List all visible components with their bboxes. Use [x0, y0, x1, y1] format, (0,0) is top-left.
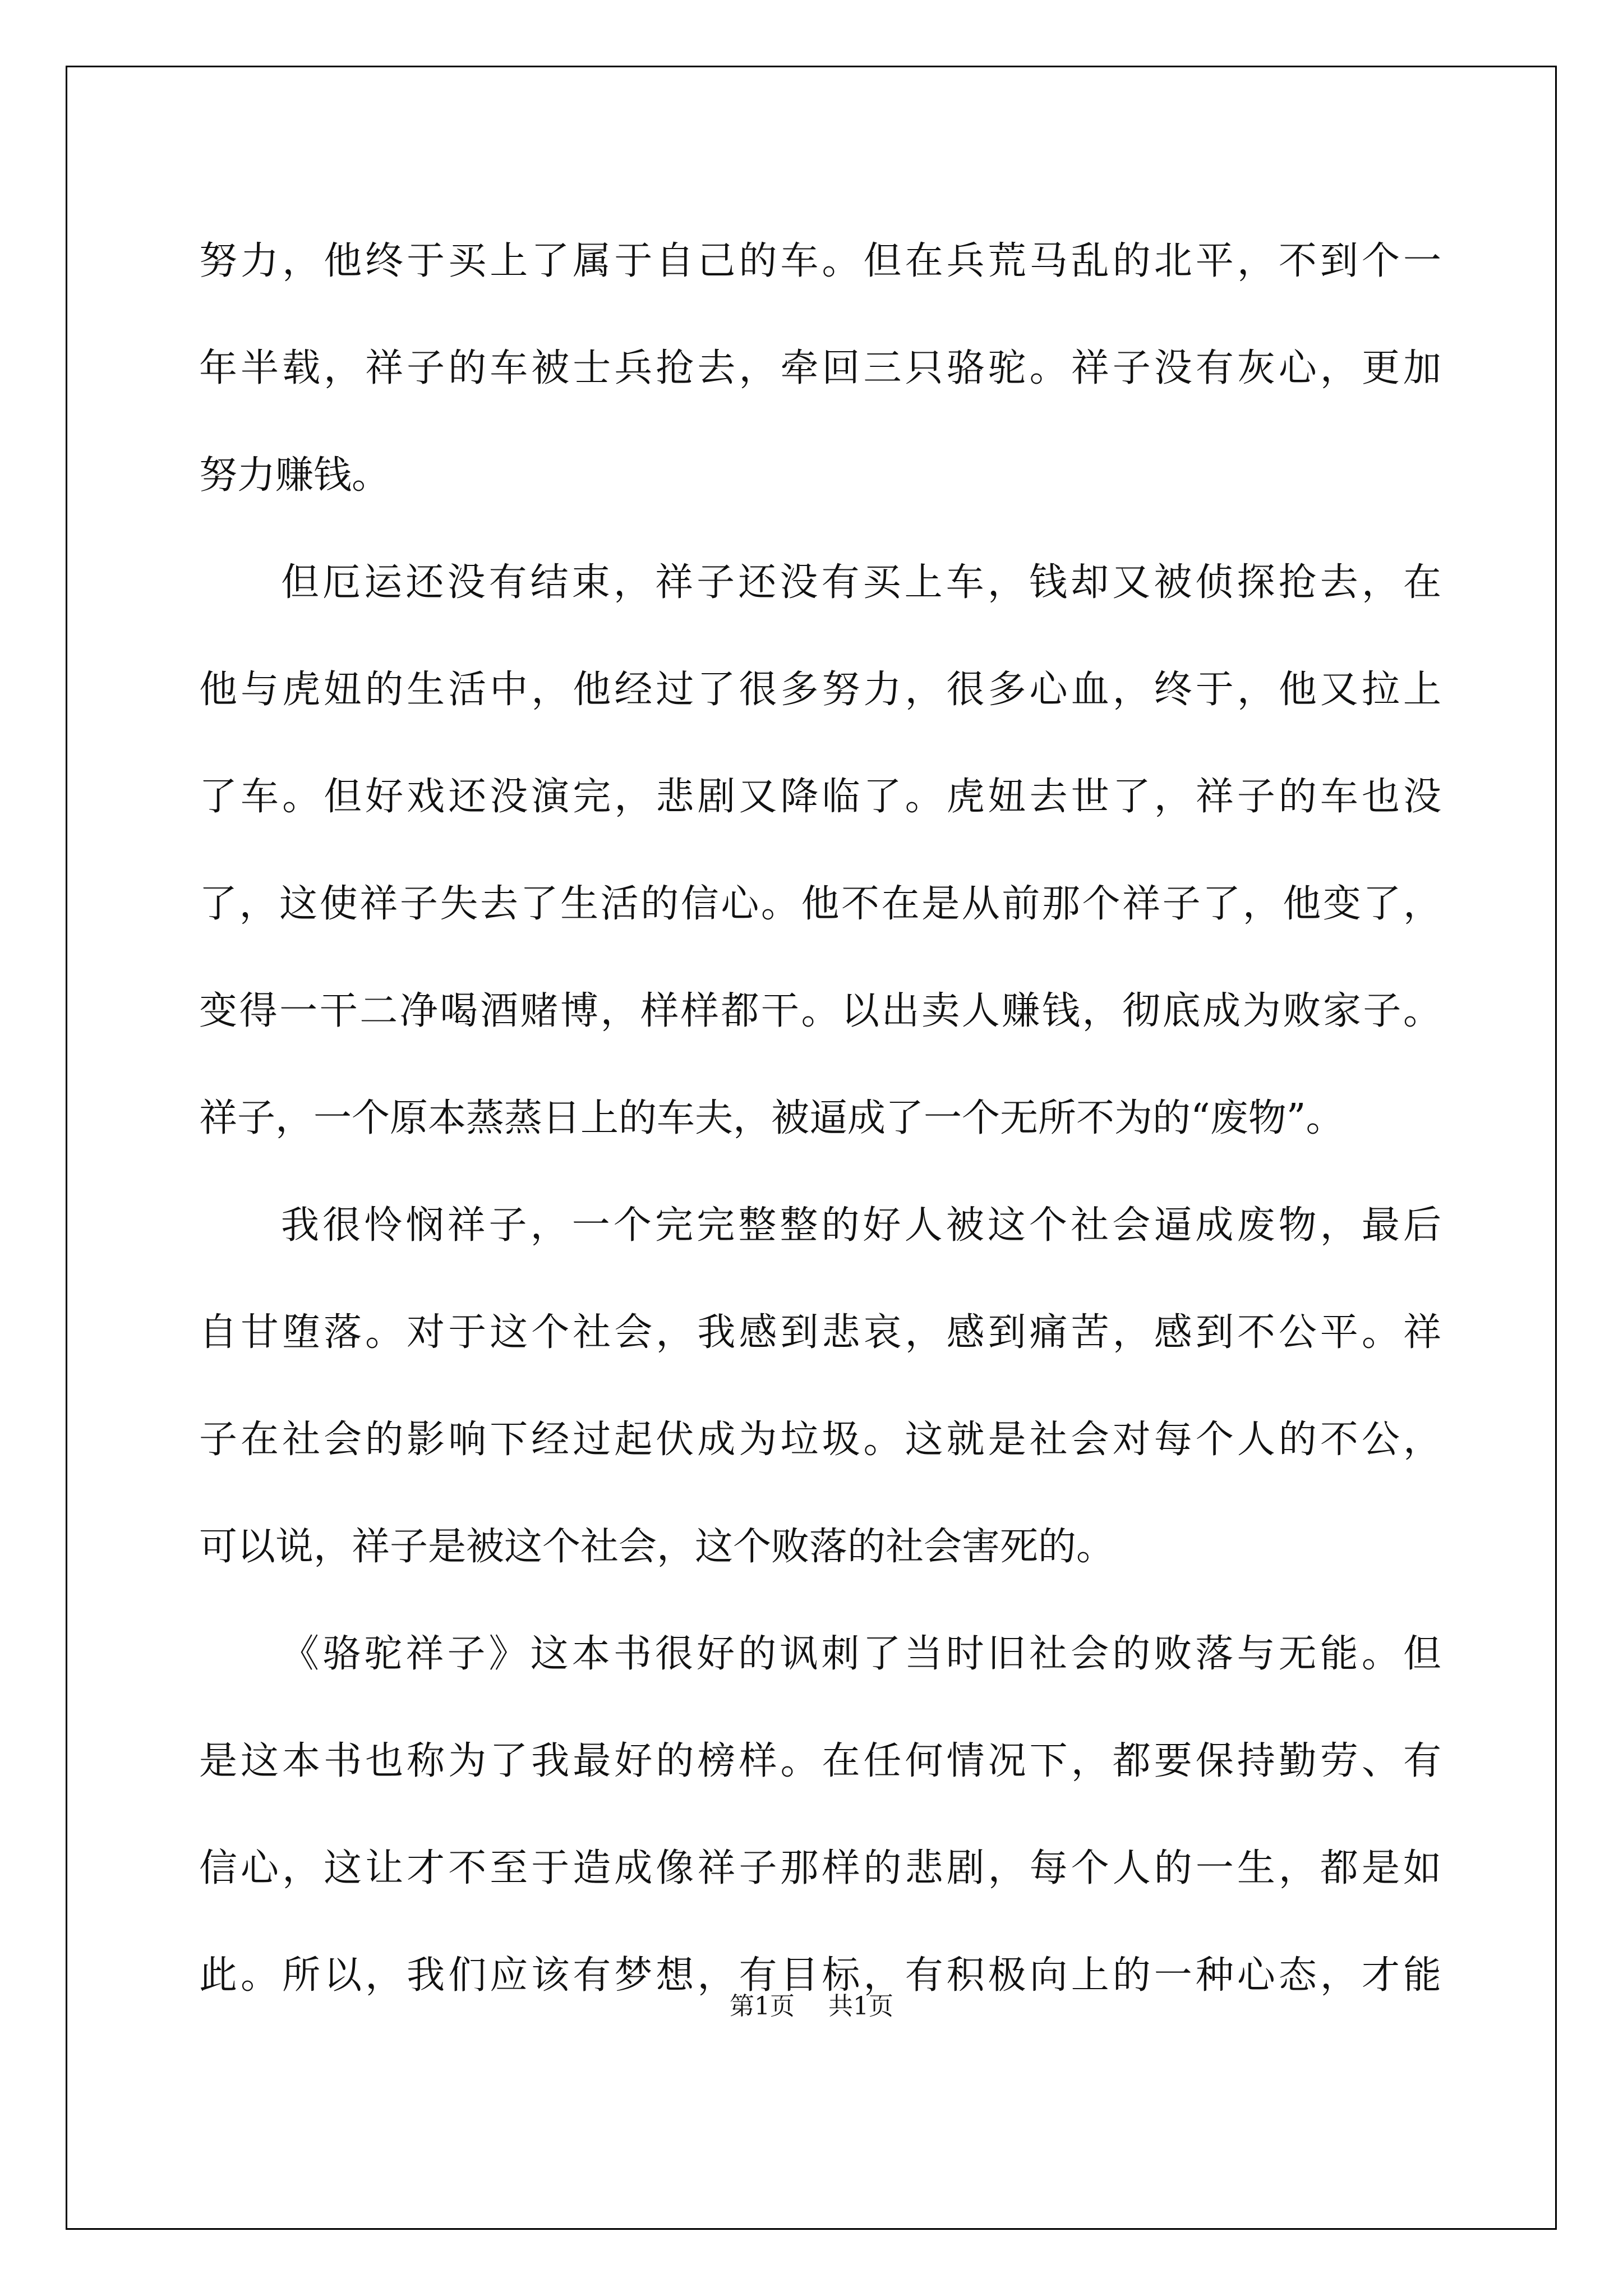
- text-line-13: 可以说，祥子是被这个社会，这个败落的社会害死的。: [199, 1525, 1115, 1569]
- text-line-17: 此。所以，我们应该有梦想，有目标，有积极向上的一种心态，才能: [199, 1953, 1441, 1998]
- text-line-12: 子在社会的影响下经过起伏成为垃圾。这就是社会对每个人的不公，: [199, 1418, 1441, 1462]
- text-line-3: 努力赚钱。: [199, 453, 390, 498]
- text-line-6: 了车。但好戏还没演完，悲剧又降临了。虎妞去世了，祥子的车也没: [199, 775, 1441, 819]
- text-line-1: 努力，他终于买上了属于自己的车。但在兵荒马乱的北平，不到个一: [199, 239, 1441, 283]
- page-total: 共1页: [828, 1992, 893, 2021]
- text-line-14: 《骆驼祥子》这本书很好的讽刺了当时旧社会的败落与无能。但: [281, 1632, 1441, 1676]
- text-line-9: 祥子，一个原本蒸蒸日上的车夫，被逼成了一个无所不为的“废物”。: [199, 1096, 1344, 1140]
- document-body: [199, 208, 1441, 2029]
- text-line-8: 变得一干二净喝酒赌博，样样都干。以出卖人赚钱，彻底成为败家子。: [199, 989, 1441, 1033]
- text-line-16: 信心，这让才不至于造成像祥子那样的悲剧，每个人的一生，都是如: [199, 1846, 1441, 1890]
- text-line-7: 了，这使祥子失去了生活的信心。他不在是从前那个祥子了，他变了，: [199, 882, 1441, 926]
- page-footer: [0, 1986, 1623, 2022]
- page-number: 第1页: [730, 1992, 795, 2021]
- text-line-5: 他与虎妞的生活中，他经过了很多努力，很多心血，终于，他又拉上: [199, 668, 1441, 712]
- text-line-11: 自甘堕落。对于这个社会，我感到悲哀，感到痛苦，感到不公平。祥: [199, 1310, 1441, 1355]
- text-line-4: 但厄运还没有结束，祥子还没有买上车，钱却又被侦探抢去，在: [281, 560, 1441, 605]
- text-line-2: 年半载，祥子的车被士兵抢去，牵回三只骆驼。祥子没有灰心，更加: [199, 346, 1441, 390]
- text-line-15: 是这本书也称为了我最好的榜样。在任何情况下，都要保持勤劳、有: [199, 1739, 1441, 1783]
- text-line-10: 我很怜悯祥子，一个完完整整的好人被这个社会逼成废物，最后: [281, 1203, 1441, 1248]
